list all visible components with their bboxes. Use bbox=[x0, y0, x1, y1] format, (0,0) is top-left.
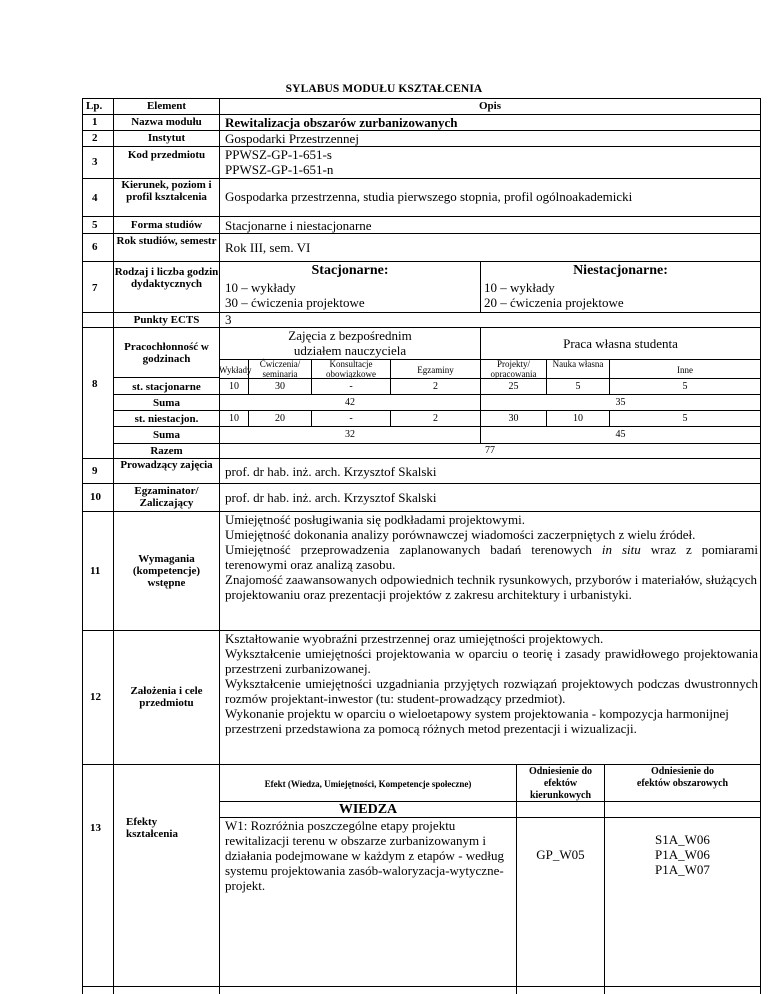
nst-suma-label: Suma bbox=[153, 429, 180, 441]
nst-exams: 2 bbox=[433, 413, 438, 424]
nst-projects: 30 bbox=[508, 413, 519, 424]
niestac-exercises: 20 – ćwiczenia projektowe bbox=[484, 295, 624, 310]
col-field-ref-header: Odniesienie do efektów kierunkowych bbox=[528, 766, 593, 801]
row11-lp: 11 bbox=[90, 565, 101, 577]
nst-exercises: 20 bbox=[275, 413, 285, 424]
row4-lp: 4 bbox=[92, 192, 98, 204]
st-lectures: 10 bbox=[229, 381, 239, 392]
st-self-learning: 5 bbox=[575, 381, 581, 392]
st-exercises: 30 bbox=[275, 381, 285, 392]
st-suma-label: Suma bbox=[153, 397, 180, 409]
row11-label: Wymagania (kompetencje) wstępne bbox=[132, 553, 201, 589]
row5-lp: 5 bbox=[92, 219, 98, 231]
nst-label: st. niestacjon. bbox=[134, 413, 199, 425]
col-exams: Egzaminy bbox=[417, 365, 454, 375]
row12-label: Założenia i cele przedmiotu bbox=[130, 685, 203, 709]
field-of-study: Gospodarka przestrzenna, studia pierwszego stopnia, profil ogólnoakademicki bbox=[225, 189, 633, 204]
nst-suma-self: 45 bbox=[615, 429, 626, 440]
effect-w1-area-ref-3: P1A_W07 bbox=[655, 862, 710, 877]
niestac-title: Niestacjonarne: bbox=[573, 263, 668, 278]
row4-label: Kierunek, poziom i profil kształcenia bbox=[121, 179, 212, 203]
row13-lp: 13 bbox=[90, 822, 101, 834]
col-area-ref-header: Odniesienie do efektów obszarowych bbox=[636, 766, 729, 789]
col-projects: Projekty/ opracowania bbox=[490, 359, 537, 379]
ects-value: 3 bbox=[225, 312, 232, 327]
nst-other: 5 bbox=[682, 413, 688, 424]
nst-self-learning: 10 bbox=[573, 413, 583, 424]
year-semester: Rok III, sem. VI bbox=[225, 240, 311, 255]
st-exams: 2 bbox=[433, 381, 438, 392]
col-consultations: Konsultacje obowiązkowe bbox=[326, 359, 376, 379]
prerequisite-3: Umiejętność przeprowadzenia zaplanowanych badań terenowych in situ wraz z pomiarami terenowymi oraz analizą zasobu. bbox=[225, 542, 759, 572]
row8-lp: 8 bbox=[92, 378, 98, 390]
row8-label: Pracochłonność w godzinach bbox=[124, 341, 209, 365]
col-self-learning: Nauka własna bbox=[552, 359, 604, 369]
examiner: prof. dr hab. inż. arch. Krzysztof Skalski bbox=[225, 490, 437, 505]
prerequisites bbox=[225, 512, 758, 602]
stac-title: Stacjonarne: bbox=[311, 263, 389, 278]
goal-3: Wykształcenie umiejętności uzgadniania przyjętych rozwiązań projektowych podczas dwustronnych rozmów projektant-inwestor (tu: student-prowadzący przedmiot). bbox=[225, 676, 758, 706]
col-other: Inne bbox=[677, 365, 693, 375]
col-exercises: Ćwiczenia/ seminaria bbox=[259, 359, 301, 379]
nst-suma-direct: 32 bbox=[345, 429, 355, 440]
effect-w1-field-ref: GP_W05 bbox=[536, 847, 585, 862]
row10-label: Egzaminator/ Zaliczający bbox=[134, 485, 199, 509]
row13-label: Efekty kształcenia bbox=[126, 816, 178, 840]
course-code-s: PPWSZ-GP-1-651-s bbox=[225, 147, 332, 162]
course-code-n: PPWSZ-GP-1-651-n bbox=[225, 162, 334, 177]
goal-2: Wykształcenie umiejętności projektowania w oparciu o teorię i zasady prawidłowego projektowania przestrzeni zurbanizowanej. bbox=[225, 646, 758, 676]
st-suma-direct: 42 bbox=[345, 397, 355, 408]
group-self-study: Praca własna studenta bbox=[563, 336, 678, 351]
st-other: 5 bbox=[682, 381, 688, 392]
st-suma-self: 35 bbox=[615, 397, 626, 408]
effect-w1-area-ref-2: P1A_W06 bbox=[655, 847, 710, 862]
stac-exercises: 30 – ćwiczenia projektowe bbox=[225, 295, 365, 310]
prerequisite-4: Znajomość zaawansowanych odpowiednich technik rysunkowych, przyborów i materiałów, służących projektowaniu oraz prezentacji projektów z zakresu architektury i urbanistyki. bbox=[225, 572, 757, 602]
prerequisite-1: Umiejętność posługiwania się podkładami projektowymi. bbox=[225, 512, 526, 527]
niestac-lectures: 10 – wykłady bbox=[484, 280, 555, 295]
row2-lp: 2 bbox=[92, 132, 98, 144]
document-title: SYLABUS MODUŁU KSZTAŁCENIA bbox=[285, 83, 483, 95]
group-direct: Zajęcia z bezpośrednim udziałem nauczyciela bbox=[288, 328, 412, 358]
row10-lp: 10 bbox=[90, 491, 101, 503]
row12-lp: 12 bbox=[90, 691, 101, 703]
st-projects: 25 bbox=[508, 381, 519, 392]
course-goals bbox=[225, 631, 758, 736]
row6-label: Rok studiów, semestr bbox=[116, 235, 217, 247]
goal-1: Kształtowanie wyobraźni przestrzennej oraz umiejętności projektowych. bbox=[225, 631, 604, 646]
nst-consultations: - bbox=[349, 413, 353, 424]
stac-lectures: 10 – wykłady bbox=[225, 280, 296, 295]
effect-w1: W1: Rozróżnia poszczególne etapy projektu rewitalizacji terenu w obszarze zurbanizowanym i działania podejmowane w każdym z etapów - według systemu projektowania zasób-waloryzacja-wytyczne-projekt. bbox=[225, 818, 505, 893]
row2-label: Instytut bbox=[147, 132, 186, 144]
row3-lp: 3 bbox=[92, 156, 98, 168]
row6-lp: 6 bbox=[92, 241, 98, 253]
row5-label: Forma studiów bbox=[130, 219, 203, 231]
prerequisite-2: Umiejętność dokonania analizy porównawczej wiadomości zaczerpniętych z wielu źródeł. bbox=[225, 527, 696, 542]
row9-lp: 9 bbox=[92, 465, 98, 477]
nst-lectures: 10 bbox=[229, 413, 239, 424]
st-label: st. stacjonarne bbox=[132, 381, 201, 393]
section-wiedza: WIEDZA bbox=[338, 802, 398, 817]
row1-label: Nazwa modułu bbox=[131, 116, 202, 128]
study-form: Stacjonarne i niestacjonarne bbox=[225, 218, 372, 233]
header-opis: Opis bbox=[478, 100, 501, 112]
module-name: Rewitalizacja obszarów zurbanizowanych bbox=[225, 115, 458, 130]
col-effect-header: Efekt (Wiedza, Umiejętności, Kompetencje społeczne) bbox=[264, 779, 472, 789]
institute-name: Gospodarki Przestrzennej bbox=[225, 131, 359, 146]
header-lp: Lp. bbox=[86, 100, 103, 112]
row7-lp: 7 bbox=[92, 282, 98, 294]
row9-label: Prowadzący zajęcia bbox=[120, 459, 213, 471]
effect-w1-area-ref-1: S1A_W06 bbox=[655, 832, 710, 847]
razem-value: 77 bbox=[485, 445, 495, 456]
row1-lp: 1 bbox=[92, 116, 98, 128]
row3-label: Kod przedmiotu bbox=[127, 149, 206, 161]
st-consultations: - bbox=[349, 381, 353, 392]
header-element: Element bbox=[146, 100, 187, 112]
lecturer: prof. dr hab. inż. arch. Krzysztof Skalski bbox=[225, 464, 437, 479]
goal-4: Wykonanie projektu w oparciu o wieloetapowy system projektowania - kompozycja harmonijnej przestrzeni przedstawiona za pomocą różnych metod prezentacji i wizualizacji. bbox=[225, 706, 729, 736]
row7-label: Rodzaj i liczba godzin dydaktycznych bbox=[114, 266, 219, 290]
ects-label: Punkty ECTS bbox=[133, 314, 200, 326]
col-lectures: Wykłady bbox=[219, 365, 252, 375]
razem-label: Razem bbox=[150, 445, 183, 457]
